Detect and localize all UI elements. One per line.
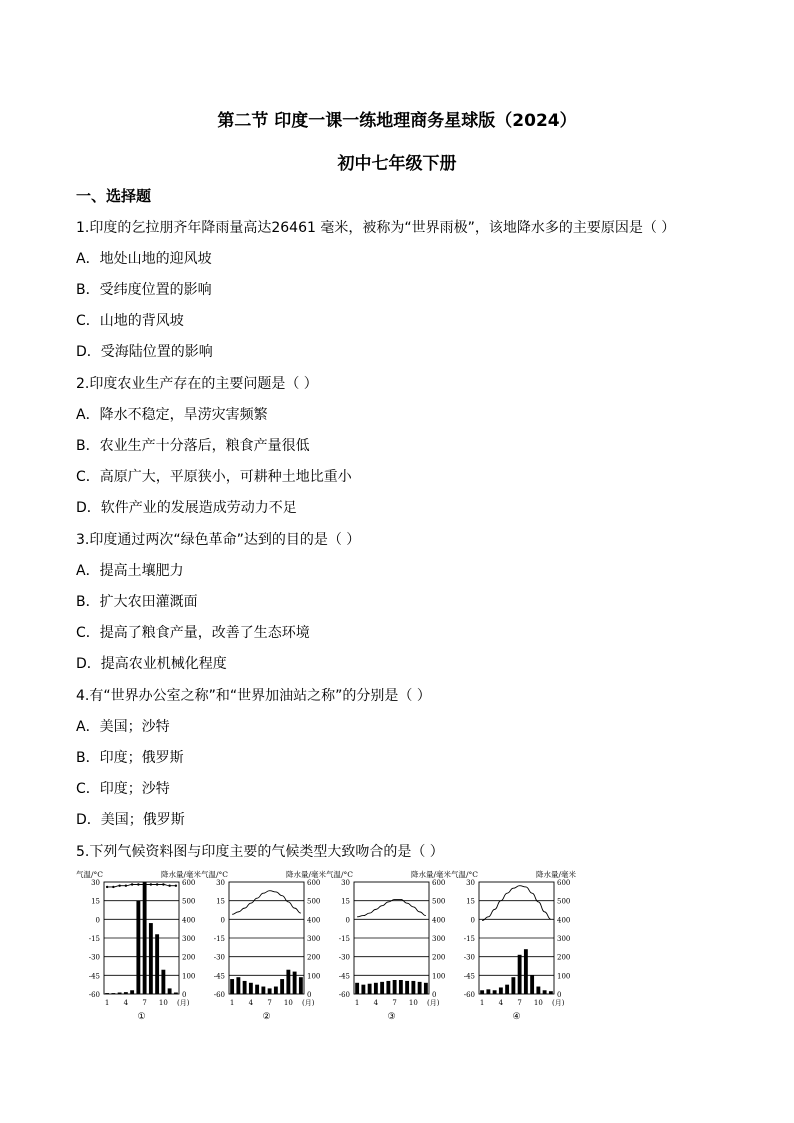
question-4-option-c: C．印度；沙特 — [76, 781, 170, 797]
chart-2-x-tick-label: 7 — [267, 999, 272, 1007]
chart-3-precip-tick-label: 200 — [432, 953, 446, 962]
question-4-stem: 4.有“世界办公室之称”和“世界加油站之称”的分别是（ ） — [76, 688, 431, 704]
chart-3-x-tick-label: (月) — [427, 999, 440, 1007]
question-3-option-b: B．扩大农田灌溉面 — [76, 594, 198, 610]
chart-2-precip-bar — [249, 983, 253, 994]
question-2-stem: 2.印度农业生产存在的主要问题是（ ） — [76, 376, 318, 392]
chart-3-temp-tick-label: -60 — [338, 991, 350, 999]
chart-4-precip-tick-label: 500 — [557, 897, 571, 906]
chart-4-x-tick-label: 4 — [498, 999, 504, 1007]
chart-4-temp-tick-label: -15 — [463, 935, 475, 943]
chart-4-precip-tick-label: 0 — [557, 991, 562, 999]
chart-4-temp-tick-label: -45 — [463, 972, 475, 981]
question-2-option-a: A．降水不稳定，旱涝灾害频繁 — [76, 407, 268, 423]
chart-1-temp-tick-label: 30 — [91, 879, 100, 887]
chart-1-temp-point — [156, 883, 158, 885]
chart-1-precip-tick-label: 400 — [182, 916, 196, 925]
chart-2-precip-bar — [286, 970, 290, 994]
doc-title: 第二节 印度一课一练地理商务星球版（2024） — [217, 111, 577, 131]
climate-chart-3 — [326, 866, 451, 1026]
chart-4-precip-bar — [543, 990, 547, 994]
chart-1-temp-point — [175, 885, 177, 887]
chart-3-precip-bar — [393, 980, 397, 994]
chart-1-temp-axis-title: 气温/°C — [76, 870, 104, 879]
climate-charts — [76, 866, 576, 1026]
chart-1-x-tick-label: 4 — [123, 999, 129, 1007]
chart-3-precip-tick-label: 100 — [432, 972, 446, 981]
chart-1-precip-bar — [149, 923, 153, 994]
chart-1-temp-point — [112, 886, 114, 888]
chart-1-precip-tick-label: 300 — [182, 935, 196, 943]
chart-4-precip-bar — [499, 987, 503, 994]
chart-1-precip-bar — [136, 901, 140, 994]
chart-2-x-tick-label: 1 — [229, 999, 235, 1007]
chart-4-precip-bar — [480, 990, 484, 994]
question-2-option-b: B．农业生产十分落后，粮食产量很低 — [76, 438, 310, 454]
chart-1-precip-tick-label: 100 — [182, 972, 196, 981]
chart-3-temp-tick-label: -30 — [338, 953, 350, 962]
climate-chart-3-svg — [326, 866, 451, 1026]
chart-1-precip-bar — [143, 882, 147, 994]
chart-2-precip-tick-label: 200 — [307, 953, 321, 962]
chart-2-temp-tick-label: 0 — [220, 916, 225, 925]
chart-3-x-tick-label: 4 — [373, 999, 379, 1007]
chart-1-precip-bar — [161, 970, 165, 994]
chart-3-temp-tick-label: -15 — [338, 935, 350, 943]
question-4-option-b: B．印度；俄罗斯 — [76, 750, 184, 766]
chart-1-x-tick-label: 1 — [104, 999, 110, 1007]
chart-4-precip-axis-title: 降水量/毫米 — [535, 870, 576, 879]
climate-chart-2 — [201, 866, 326, 1026]
doc-subtitle: 初中七年级下册 — [337, 154, 457, 174]
chart-3-precip-tick-label: 600 — [432, 879, 446, 887]
chart-1-precip-bar — [168, 988, 172, 994]
chart-2-temp-tick-label: -60 — [213, 991, 225, 999]
chart-1-temp-point — [162, 883, 164, 885]
chart-3-precip-bar — [399, 980, 403, 994]
chart-1-temp-tick-label: -30 — [88, 953, 100, 962]
chart-2-precip-bar — [299, 977, 303, 994]
chart-2-temp-tick-label: -30 — [213, 953, 225, 962]
chart-3-precip-bar — [355, 983, 359, 994]
chart-2-precip-bar — [274, 987, 278, 994]
section-heading: 一、选择题 — [76, 187, 152, 205]
chart-3-precip-bar — [374, 983, 378, 994]
chart-2-temp-axis-title: 气温/°C — [201, 870, 229, 879]
chart-3-precip-tick-label: 0 — [432, 991, 437, 999]
chart-4-precip-bar — [518, 955, 522, 994]
chart-3-temp-tick-label: -45 — [338, 972, 350, 981]
chart-1-precip-tick-label: 0 — [182, 991, 187, 999]
climate-chart-1-svg — [76, 866, 201, 1026]
chart-2-temp-line — [232, 891, 301, 915]
question-3-option-c: C．提高了粮食产量，改善了生态环境 — [76, 625, 310, 641]
chart-2-precip-axis-title: 降水量/毫米 — [285, 870, 326, 879]
chart-1-temp-point — [131, 883, 133, 885]
question-2-option-c: C．高原广大，平原狭小，可耕种土地比重小 — [76, 469, 352, 485]
chart-3-number-label: ③ — [387, 1012, 396, 1022]
chart-4-precip-bar — [524, 949, 528, 994]
chart-1-precip-tick-label: 600 — [182, 879, 196, 887]
chart-4-precip-tick-label: 400 — [557, 916, 571, 925]
chart-2-precip-bar — [236, 977, 240, 994]
chart-4-temp-tick-label: 0 — [470, 916, 475, 925]
chart-1-x-tick-label: 10 — [158, 999, 168, 1007]
chart-2-precip-tick-label: 400 — [307, 916, 321, 925]
chart-3-precip-bar — [361, 985, 365, 994]
question-1-stem: 1.印度的乞拉朋齐年降雨量高达26461 毫米，被称为“世界雨极”，该地降水多的主要原因是（ ） — [76, 220, 676, 236]
question-3-stem: 3.印度通过两次“绿色革命”达到的目的是（ ） — [76, 532, 361, 548]
chart-3-precip-bar — [424, 983, 428, 994]
chart-2-temp-tick-label: 30 — [216, 879, 225, 887]
question-3-option-a: A．提高土壤肥力 — [76, 563, 184, 579]
chart-3-x-tick-label: 1 — [354, 999, 360, 1007]
chart-2-number-label: ② — [262, 1012, 271, 1022]
chart-4-precip-bar — [536, 987, 540, 994]
chart-1-precip-tick-label: 200 — [182, 953, 196, 962]
chart-4-number-label: ④ — [512, 1012, 521, 1022]
chart-4-precip-bar — [486, 989, 490, 994]
chart-3-precip-bar — [418, 982, 422, 994]
question-2-option-d: D．软件产业的发展造成劳动力不足 — [76, 500, 297, 516]
chart-1-temp-point — [143, 883, 145, 885]
chart-4-temp-line — [482, 886, 551, 921]
question-5-stem: 5.下列气候资料图与印度主要的气候类型大致吻合的是（ ） — [76, 844, 444, 860]
chart-1-precip-tick-label: 500 — [182, 897, 196, 906]
climate-chart-2-svg — [201, 866, 326, 1026]
chart-4-precip-tick-label: 600 — [557, 879, 571, 887]
chart-2-x-tick-label: 10 — [283, 999, 293, 1007]
climate-chart-4 — [451, 866, 576, 1026]
chart-3-precip-bar — [411, 981, 415, 994]
chart-4-temp-tick-label: -60 — [463, 991, 475, 999]
chart-2-temp-tick-label: 15 — [216, 897, 225, 906]
chart-3-temp-tick-label: 15 — [341, 897, 350, 906]
chart-3-temp-tick-label: 30 — [341, 879, 350, 887]
chart-2-precip-bar — [293, 972, 297, 994]
chart-1-precip-bar — [130, 990, 134, 994]
question-1-option-b: B．受纬度位置的影响 — [76, 282, 212, 298]
chart-1-number-label: ① — [137, 1012, 146, 1022]
chart-2-precip-bar — [268, 988, 272, 994]
climate-chart-4-svg — [451, 866, 576, 1026]
chart-2-precip-tick-label: 600 — [307, 879, 321, 887]
chart-2-temp-tick-label: -45 — [213, 972, 225, 981]
chart-2-precip-tick-label: 0 — [307, 991, 312, 999]
chart-3-precip-tick-label: 300 — [432, 935, 446, 943]
chart-1-temp-tick-label: -15 — [88, 935, 100, 943]
chart-2-precip-tick-label: 500 — [307, 897, 321, 906]
chart-4-temp-axis-title: 气温/°C — [451, 870, 479, 879]
chart-2-precip-bar — [230, 979, 234, 994]
chart-4-precip-tick-label: 200 — [557, 953, 571, 962]
chart-1-temp-tick-label: -60 — [88, 991, 100, 999]
chart-2-precip-bar — [261, 987, 265, 994]
chart-4-x-tick-label: 10 — [533, 999, 543, 1007]
climate-chart-1 — [76, 866, 201, 1026]
chart-4-temp-tick-label: -30 — [463, 953, 475, 962]
chart-3-precip-bar — [368, 984, 372, 994]
chart-1-temp-point — [168, 885, 170, 887]
chart-4-temp-tick-label: 30 — [466, 879, 475, 887]
chart-1-temp-tick-label: -45 — [88, 972, 100, 981]
chart-1-temp-point — [125, 885, 127, 887]
chart-4-precip-bar — [511, 977, 515, 994]
chart-3-temp-tick-label: 0 — [345, 916, 350, 925]
chart-4-x-tick-label: 1 — [479, 999, 485, 1007]
chart-2-x-tick-label: 4 — [248, 999, 254, 1007]
chart-4-x-tick-label: (月) — [552, 999, 565, 1007]
question-3-option-d: D．提高农业机械化程度 — [76, 656, 227, 672]
question-4-option-a: A．美国；沙特 — [76, 719, 170, 735]
question-1-option-c: C．山地的背风坡 — [76, 313, 184, 329]
chart-1-temp-point — [150, 883, 152, 885]
chart-1-temp-point — [118, 885, 120, 887]
chart-1-temp-point — [106, 886, 108, 888]
chart-3-x-tick-label: 10 — [408, 999, 418, 1007]
chart-3-temp-axis-title: 气温/°C — [326, 870, 354, 879]
chart-3-temp-line — [357, 899, 426, 916]
chart-1-x-tick-label: 7 — [142, 999, 147, 1007]
chart-1-temp-point — [137, 883, 139, 885]
chart-4-precip-tick-label: 300 — [557, 935, 571, 943]
chart-1-precip-bar — [155, 934, 159, 994]
chart-3-precip-bar — [405, 981, 409, 994]
chart-4-precip-tick-label: 100 — [557, 972, 571, 981]
chart-1-temp-tick-label: 0 — [95, 916, 100, 925]
chart-1-temp-tick-label: 15 — [91, 897, 100, 906]
question-1-option-a: A．地处山地的迎风坡 — [76, 251, 212, 267]
chart-4-precip-bar — [530, 975, 534, 994]
chart-1-x-tick-label: (月) — [177, 999, 190, 1007]
chart-4-x-tick-label: 7 — [517, 999, 522, 1007]
chart-2-x-tick-label: (月) — [302, 999, 315, 1007]
chart-3-precip-bar — [386, 981, 390, 994]
chart-3-precip-tick-label: 400 — [432, 916, 446, 925]
chart-3-x-tick-label: 7 — [392, 999, 397, 1007]
chart-1-temp-line — [107, 884, 176, 886]
chart-3-precip-axis-title: 降水量/毫米 — [410, 870, 451, 879]
question-1-option-d: D．受海陆位置的影响 — [76, 344, 213, 360]
chart-2-precip-tick-label: 300 — [307, 935, 321, 943]
question-4-option-d: D．美国；俄罗斯 — [76, 812, 185, 828]
chart-2-precip-bar — [255, 985, 259, 994]
chart-2-precip-bar — [280, 979, 284, 994]
chart-4-temp-tick-label: 15 — [466, 897, 475, 906]
chart-4-precip-bar — [505, 985, 509, 994]
chart-2-temp-tick-label: -15 — [213, 935, 225, 943]
chart-2-precip-tick-label: 100 — [307, 972, 321, 981]
chart-3-precip-bar — [380, 982, 384, 994]
chart-1-precip-axis-title: 降水量/毫米 — [160, 870, 201, 879]
chart-3-precip-tick-label: 500 — [432, 897, 446, 906]
chart-2-precip-bar — [243, 981, 247, 994]
chart-4-precip-bar — [493, 990, 497, 994]
